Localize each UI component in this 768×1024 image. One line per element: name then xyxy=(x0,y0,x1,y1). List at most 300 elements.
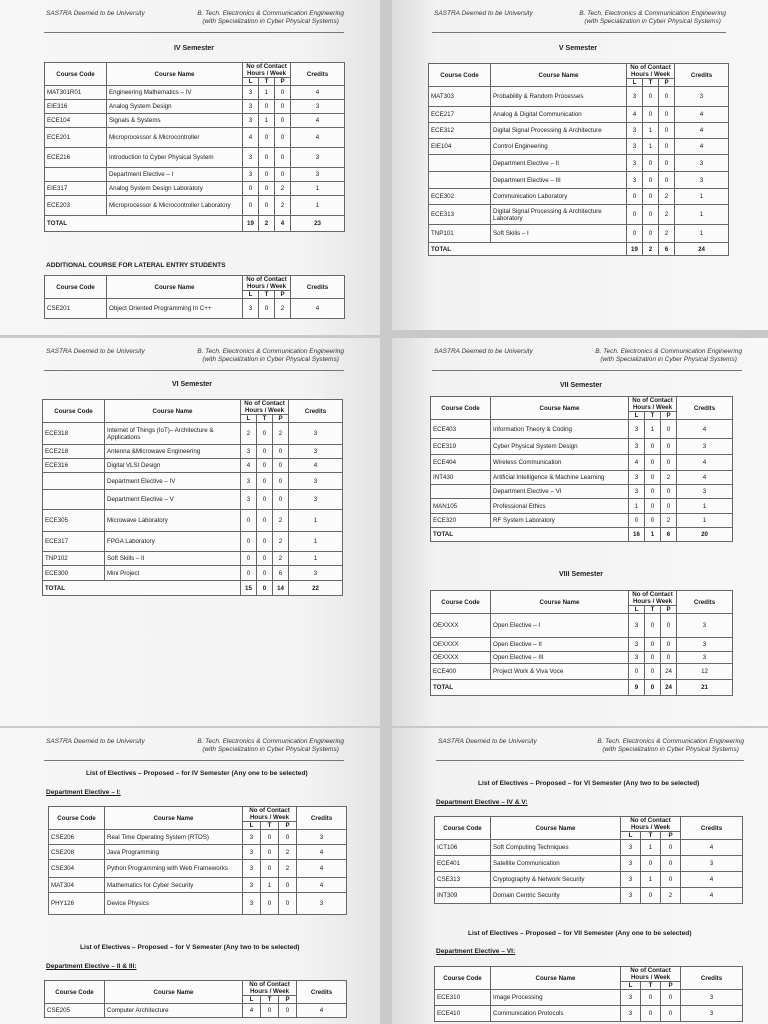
column-header-credits: Credits xyxy=(291,276,345,299)
course-code: ECE403 xyxy=(431,420,491,439)
lecture-hours: 3 xyxy=(621,840,641,856)
column-header-credits: Credits xyxy=(297,807,347,830)
column-header-name: Course Name xyxy=(107,63,243,86)
column-header-credits: Credits xyxy=(291,63,345,86)
lecture-hours: 3 xyxy=(621,872,641,888)
practical-hours: 2 xyxy=(275,196,291,216)
course-code: MAN105 xyxy=(431,499,491,514)
practical-hours: 0 xyxy=(275,86,291,100)
total-practical-hours: 6 xyxy=(659,243,675,256)
course-code xyxy=(43,490,105,510)
tutorial-hours: 0 xyxy=(257,566,273,581)
course-name: Microprocessor & Microcontroller xyxy=(107,128,243,148)
practical-hours: 0 xyxy=(273,490,289,510)
sem5-table xyxy=(428,63,729,256)
column-header-l: L xyxy=(243,78,259,86)
column-header-code: Course Code xyxy=(43,400,105,423)
course-name: Internet of Things (IoT)– Architecture & Applications xyxy=(105,423,241,445)
column-header-code: Course Code xyxy=(45,981,105,1004)
course-name: Antenna &Microwave Engineering xyxy=(105,445,241,459)
practical-hours: 0 xyxy=(275,114,291,128)
course-name: Cyber Physical System Design xyxy=(491,439,629,455)
practical-hours: 2 xyxy=(661,514,677,528)
course-name: Digital VLSI Design xyxy=(105,459,241,473)
lecture-hours: 4 xyxy=(243,1004,261,1018)
column-header-contact-hours: No of Contact Hours / Week xyxy=(621,817,681,832)
column-header-credits: Credits xyxy=(289,400,343,423)
tutorial-hours: 0 xyxy=(257,459,273,473)
practical-hours: 0 xyxy=(279,878,297,893)
column-header-contact-hours: No of Contact Hours / Week xyxy=(627,64,675,79)
tutorial-hours: 0 xyxy=(257,445,273,459)
table-row xyxy=(431,614,733,638)
course-code: CSE201 xyxy=(45,299,107,319)
tutorial-hours: 0 xyxy=(645,439,661,455)
course-credits: 4 xyxy=(677,471,733,485)
lecture-hours: 3 xyxy=(243,299,259,319)
course-code: ECE404 xyxy=(431,455,491,471)
practical-hours: 0 xyxy=(275,100,291,114)
table-row xyxy=(435,840,743,856)
course-code: ECE320 xyxy=(431,514,491,528)
course-code: OEXXXX xyxy=(431,614,491,638)
table-row xyxy=(45,148,345,168)
program-name: B. Tech. Electronics & Communication Engineering (with Specialization in Cyber Physical Systems) xyxy=(197,348,344,363)
course-name: Wireless Communication xyxy=(491,455,629,471)
column-header-p: P xyxy=(273,415,289,423)
tutorial-hours: 0 xyxy=(641,856,661,872)
column-header-credits: Credits xyxy=(677,397,733,420)
column-header-name: Course Name xyxy=(105,807,243,830)
course-credits: 3 xyxy=(289,445,343,459)
column-header-t: T xyxy=(645,412,661,420)
course-credits: 1 xyxy=(289,532,343,552)
column-header-t: T xyxy=(261,996,279,1004)
course-code: ECE104 xyxy=(45,114,107,128)
column-header-name: Course Name xyxy=(491,967,621,990)
course-credits: 4 xyxy=(291,114,345,128)
course-name: Communication Protocols xyxy=(491,1006,621,1022)
program-name: B. Tech. Electronics & Communication Engineering (with Specialization in Cyber Physical Systems) xyxy=(579,10,726,25)
table-row xyxy=(429,139,729,155)
university-name: SASTRA Deemed to be University xyxy=(434,10,533,17)
course-code: ECE400 xyxy=(431,664,491,680)
sem5-title: V Semester xyxy=(558,45,598,52)
lecture-hours: 3 xyxy=(241,473,257,490)
course-credits: 4 xyxy=(297,860,347,878)
table-header-row xyxy=(43,400,343,415)
course-name: Satellite Communication xyxy=(491,856,621,872)
total-row xyxy=(43,581,343,596)
lecture-hours: 0 xyxy=(243,182,259,196)
lecture-hours: 4 xyxy=(629,455,645,471)
course-name: FPGA Laboratory xyxy=(105,532,241,552)
lecture-hours: 0 xyxy=(241,552,257,566)
course-code: CSE208 xyxy=(49,845,105,860)
course-name: Domain Centric Security xyxy=(491,888,621,904)
tutorial-hours: 0 xyxy=(641,888,661,904)
tutorial-hours: 0 xyxy=(259,128,275,148)
course-credits: 3 xyxy=(681,1006,743,1022)
table-row xyxy=(45,86,345,100)
practical-hours: 2 xyxy=(275,182,291,196)
course-name: Control Engineering xyxy=(491,139,627,155)
lecture-hours: 3 xyxy=(243,845,261,860)
course-code: CSE313 xyxy=(435,872,491,888)
page-header xyxy=(432,8,726,33)
course-credits: 1 xyxy=(677,514,733,528)
course-name: Project Work & Viva Voce xyxy=(491,664,629,680)
tutorial-hours: 0 xyxy=(643,205,659,225)
practical-hours: 24 xyxy=(661,664,677,680)
table-row xyxy=(431,439,733,455)
course-name: Department Elective – IV xyxy=(105,473,241,490)
course-name: Digital Signal Processing & Architecture Laboratory xyxy=(491,205,627,225)
table-row xyxy=(429,87,729,107)
course-name: Microprocessor & Microcontroller Laboratory xyxy=(107,196,243,216)
column-header-p: P xyxy=(279,822,297,830)
practical-hours: 0 xyxy=(659,172,675,189)
lecture-hours: 3 xyxy=(629,420,645,439)
course-name: Computer Architecture xyxy=(105,1004,243,1018)
lateral-table xyxy=(44,275,345,319)
course-credits: 4 xyxy=(677,455,733,471)
column-header-l: L xyxy=(627,79,643,87)
table-row xyxy=(43,566,343,581)
table-row xyxy=(429,172,729,189)
course-code: EIE317 xyxy=(45,182,107,196)
course-credits: 3 xyxy=(291,148,345,168)
practical-hours: 0 xyxy=(661,455,677,471)
table-row xyxy=(45,196,345,216)
course-code: OEXXXX xyxy=(431,652,491,664)
practical-hours: 0 xyxy=(661,485,677,499)
tutorial-hours: 0 xyxy=(257,423,273,445)
tutorial-hours: 0 xyxy=(259,196,275,216)
course-name: Open Elective – II xyxy=(491,638,629,652)
sem8-title: VIII Semester xyxy=(559,571,603,578)
table-header-row xyxy=(435,967,743,982)
table-header-row xyxy=(45,276,345,291)
course-credits: 4 xyxy=(681,888,743,904)
course-code: ECE312 xyxy=(429,123,491,139)
table-row xyxy=(45,100,345,114)
university-name: SASTRA Deemed to be University xyxy=(438,738,537,745)
course-name: Cryptography & Network Security xyxy=(491,872,621,888)
course-credits: 3 xyxy=(677,485,733,499)
practical-hours: 2 xyxy=(659,225,675,243)
column-header-t: T xyxy=(641,982,661,990)
course-name: Mathematics for Cyber Security xyxy=(105,878,243,893)
table-row xyxy=(43,552,343,566)
tutorial-hours: 0 xyxy=(643,225,659,243)
lecture-hours: 0 xyxy=(241,566,257,581)
course-name: Information Theory & Coding xyxy=(491,420,629,439)
column-header-p: P xyxy=(659,79,675,87)
total-credits: 21 xyxy=(677,680,733,696)
tutorial-hours: 0 xyxy=(261,1004,279,1018)
elec4-list-title: List of Electives – Proposed – for IV Semester (Any one to be selected) xyxy=(86,770,308,777)
lecture-hours: 3 xyxy=(243,100,259,114)
tutorial-hours: 1 xyxy=(641,840,661,856)
course-name: Device Physics xyxy=(105,893,243,915)
course-credits: 4 xyxy=(289,459,343,473)
column-header-contact-hours: No of Contact Hours / Week xyxy=(243,807,297,822)
course-credits: 4 xyxy=(297,1004,347,1018)
course-code: ECE318 xyxy=(43,423,105,445)
page-sem6 xyxy=(0,338,380,726)
total-row xyxy=(431,680,733,696)
table-row xyxy=(435,888,743,904)
column-header-t: T xyxy=(259,291,275,299)
course-name: Soft Skills – I xyxy=(491,225,627,243)
practical-hours: 0 xyxy=(279,893,297,915)
course-credits: 3 xyxy=(677,638,733,652)
lateral-title: ADDITIONAL COURSE FOR LATERAL ENTRY STUDENTS xyxy=(46,262,226,269)
page-header xyxy=(432,346,742,371)
table-row xyxy=(49,893,347,915)
column-header-p: P xyxy=(661,832,681,840)
course-name: Engineering Mathematics – IV xyxy=(107,86,243,100)
tutorial-hours: 1 xyxy=(643,123,659,139)
table-row xyxy=(43,459,343,473)
column-header-p: P xyxy=(661,412,677,420)
tutorial-hours: 0 xyxy=(259,148,275,168)
table-row xyxy=(435,1006,743,1022)
course-code: ECE401 xyxy=(435,856,491,872)
practical-hours: 2 xyxy=(273,423,289,445)
practical-hours: 0 xyxy=(661,872,681,888)
course-name: Department Elective – VI xyxy=(491,485,629,499)
practical-hours: 2 xyxy=(273,510,289,532)
elec4-group-title: Department Elective – I: xyxy=(46,789,121,796)
lecture-hours: 3 xyxy=(627,123,643,139)
course-code xyxy=(429,172,491,189)
total-label: TOTAL xyxy=(431,680,629,696)
table-header-row xyxy=(45,63,345,78)
column-header-contact-hours: No of Contact Hours / Week xyxy=(243,63,291,78)
tutorial-hours: 0 xyxy=(643,155,659,172)
lecture-hours: 3 xyxy=(629,614,645,638)
course-code: MAT304 xyxy=(49,878,105,893)
practical-hours: 0 xyxy=(661,499,677,514)
lecture-hours: 3 xyxy=(627,172,643,189)
program-name: B. Tech. Electronics & Communication Engineering (with Specialization in Cyber Physical Systems) xyxy=(597,738,744,753)
tutorial-hours: 0 xyxy=(257,532,273,552)
lecture-hours: 3 xyxy=(627,87,643,107)
tutorial-hours: 0 xyxy=(645,652,661,664)
course-name: Soft Skills – II xyxy=(105,552,241,566)
table-row xyxy=(49,860,347,878)
course-name: Analog System Design Laboratory xyxy=(107,182,243,196)
tutorial-hours: 1 xyxy=(259,114,275,128)
course-name: Open Elective – III xyxy=(491,652,629,664)
column-header-credits: Credits xyxy=(681,967,743,990)
course-credits: 1 xyxy=(675,225,729,243)
column-header-name: Course Name xyxy=(105,981,243,1004)
total-row xyxy=(431,528,733,542)
university-name: SASTRA Deemed to be University xyxy=(46,738,145,745)
table-row xyxy=(431,514,733,528)
column-header-credits: Credits xyxy=(675,64,729,87)
course-code: ECE218 xyxy=(43,445,105,459)
lecture-hours: 3 xyxy=(627,155,643,172)
practical-hours: 2 xyxy=(659,189,675,205)
course-code: ECE310 xyxy=(435,990,491,1006)
course-credits: 3 xyxy=(681,990,743,1006)
tutorial-hours: 0 xyxy=(643,107,659,123)
course-code: MAT303 xyxy=(429,87,491,107)
column-header-code: Course Code xyxy=(435,967,491,990)
tutorial-hours: 0 xyxy=(259,168,275,182)
practical-hours: 0 xyxy=(279,830,297,845)
course-code xyxy=(45,168,107,182)
course-code: ECE201 xyxy=(45,128,107,148)
tutorial-hours: 0 xyxy=(643,189,659,205)
practical-hours: 6 xyxy=(273,566,289,581)
table-row xyxy=(429,225,729,243)
table-header-row xyxy=(49,807,347,822)
practical-hours: 0 xyxy=(661,856,681,872)
practical-hours: 0 xyxy=(273,473,289,490)
program-name: B. Tech. Electronics & Communication Engineering (with Specialization in Cyber Physical Systems) xyxy=(595,348,742,363)
column-header-code: Course Code xyxy=(429,64,491,87)
course-credits: 4 xyxy=(675,107,729,123)
column-header-code: Course Code xyxy=(45,63,107,86)
course-name: Analog & Digital Communication xyxy=(491,107,627,123)
table-row xyxy=(435,990,743,1006)
course-name: Mini Project xyxy=(105,566,241,581)
lecture-hours: 3 xyxy=(243,860,261,878)
lecture-hours: 0 xyxy=(627,205,643,225)
column-header-code: Course Code xyxy=(431,591,491,614)
tutorial-hours: 0 xyxy=(261,830,279,845)
course-credits: 1 xyxy=(289,510,343,532)
column-header-l: L xyxy=(621,832,641,840)
course-credits: 1 xyxy=(289,552,343,566)
table-row xyxy=(43,445,343,459)
page-sem5 xyxy=(392,0,768,330)
course-code: PHY126 xyxy=(49,893,105,915)
course-credits: 4 xyxy=(681,872,743,888)
course-credits: 3 xyxy=(289,490,343,510)
lecture-hours: 1 xyxy=(629,499,645,514)
course-code: CSE206 xyxy=(49,830,105,845)
lecture-hours: 3 xyxy=(241,445,257,459)
column-header-code: Course Code xyxy=(435,817,491,840)
course-code: INT309 xyxy=(435,888,491,904)
course-name: Probability & Random Processes xyxy=(491,87,627,107)
course-name: Digital Signal Processing & Architecture xyxy=(491,123,627,139)
course-credits: 4 xyxy=(675,139,729,155)
tutorial-hours: 0 xyxy=(645,664,661,680)
practical-hours: 0 xyxy=(661,638,677,652)
page-sem7-sem8 xyxy=(392,338,768,726)
course-code: ECE313 xyxy=(429,205,491,225)
course-code: MAT301R01 xyxy=(45,86,107,100)
course-credits: 4 xyxy=(297,845,347,860)
elec7-group-title: Department Elective – VI: xyxy=(436,948,516,955)
course-credits: 1 xyxy=(675,189,729,205)
total-credits: 23 xyxy=(291,216,345,232)
practical-hours: 0 xyxy=(659,107,675,123)
practical-hours: 2 xyxy=(659,205,675,225)
page-header xyxy=(44,736,344,761)
lecture-hours: 0 xyxy=(241,532,257,552)
tutorial-hours: 0 xyxy=(257,473,273,490)
practical-hours: 0 xyxy=(661,614,677,638)
total-tutorial-hours: 2 xyxy=(259,216,275,232)
total-practical-hours: 24 xyxy=(661,680,677,696)
sem6-table xyxy=(42,399,343,596)
practical-hours: 0 xyxy=(661,840,681,856)
lecture-hours: 3 xyxy=(243,86,259,100)
lecture-hours: 4 xyxy=(241,459,257,473)
tutorial-hours: 0 xyxy=(261,860,279,878)
course-credits: 3 xyxy=(289,423,343,445)
column-header-l: L xyxy=(243,822,261,830)
practical-hours: 0 xyxy=(279,1004,297,1018)
practical-hours: 0 xyxy=(659,123,675,139)
course-code: TNP102 xyxy=(43,552,105,566)
table-row xyxy=(43,473,343,490)
practical-hours: 0 xyxy=(275,168,291,182)
column-header-credits: Credits xyxy=(677,591,733,614)
lecture-hours: 0 xyxy=(241,510,257,532)
total-practical-hours: 6 xyxy=(661,528,677,542)
course-code: ECE317 xyxy=(43,532,105,552)
practical-hours: 2 xyxy=(661,471,677,485)
course-credits: 1 xyxy=(677,499,733,514)
course-name: Professional Ethics xyxy=(491,499,629,514)
table-row xyxy=(45,168,345,182)
table-row xyxy=(431,420,733,439)
total-label: TOTAL xyxy=(45,216,243,232)
total-practical-hours: 4 xyxy=(275,216,291,232)
column-header-name: Course Name xyxy=(491,817,621,840)
course-name: Java Programming xyxy=(105,845,243,860)
course-code: ECE203 xyxy=(45,196,107,216)
lecture-hours: 3 xyxy=(243,168,259,182)
lecture-hours: 0 xyxy=(629,514,645,528)
column-header-p: P xyxy=(275,78,291,86)
lecture-hours: 3 xyxy=(629,638,645,652)
course-credits: 4 xyxy=(675,123,729,139)
column-header-t: T xyxy=(261,822,279,830)
table-row xyxy=(429,189,729,205)
lecture-hours: 4 xyxy=(627,107,643,123)
sem7-table xyxy=(430,396,733,542)
table-row xyxy=(49,830,347,845)
total-credits: 20 xyxy=(677,528,733,542)
total-tutorial-hours: 2 xyxy=(643,243,659,256)
column-header-t: T xyxy=(641,832,661,840)
page-electives-6-7 xyxy=(392,728,768,1024)
table-row xyxy=(45,1004,347,1018)
practical-hours: 0 xyxy=(659,155,675,172)
table-header-row xyxy=(45,981,347,996)
tutorial-hours: 1 xyxy=(641,872,661,888)
total-tutorial-hours: 1 xyxy=(645,528,661,542)
course-credits: 3 xyxy=(289,566,343,581)
practical-hours: 0 xyxy=(275,148,291,168)
page-header xyxy=(44,346,344,371)
lecture-hours: 3 xyxy=(243,893,261,915)
tutorial-hours: 0 xyxy=(641,990,661,1006)
course-credits: 3 xyxy=(677,652,733,664)
lecture-hours: 3 xyxy=(621,990,641,1006)
tutorial-hours: 0 xyxy=(641,1006,661,1022)
